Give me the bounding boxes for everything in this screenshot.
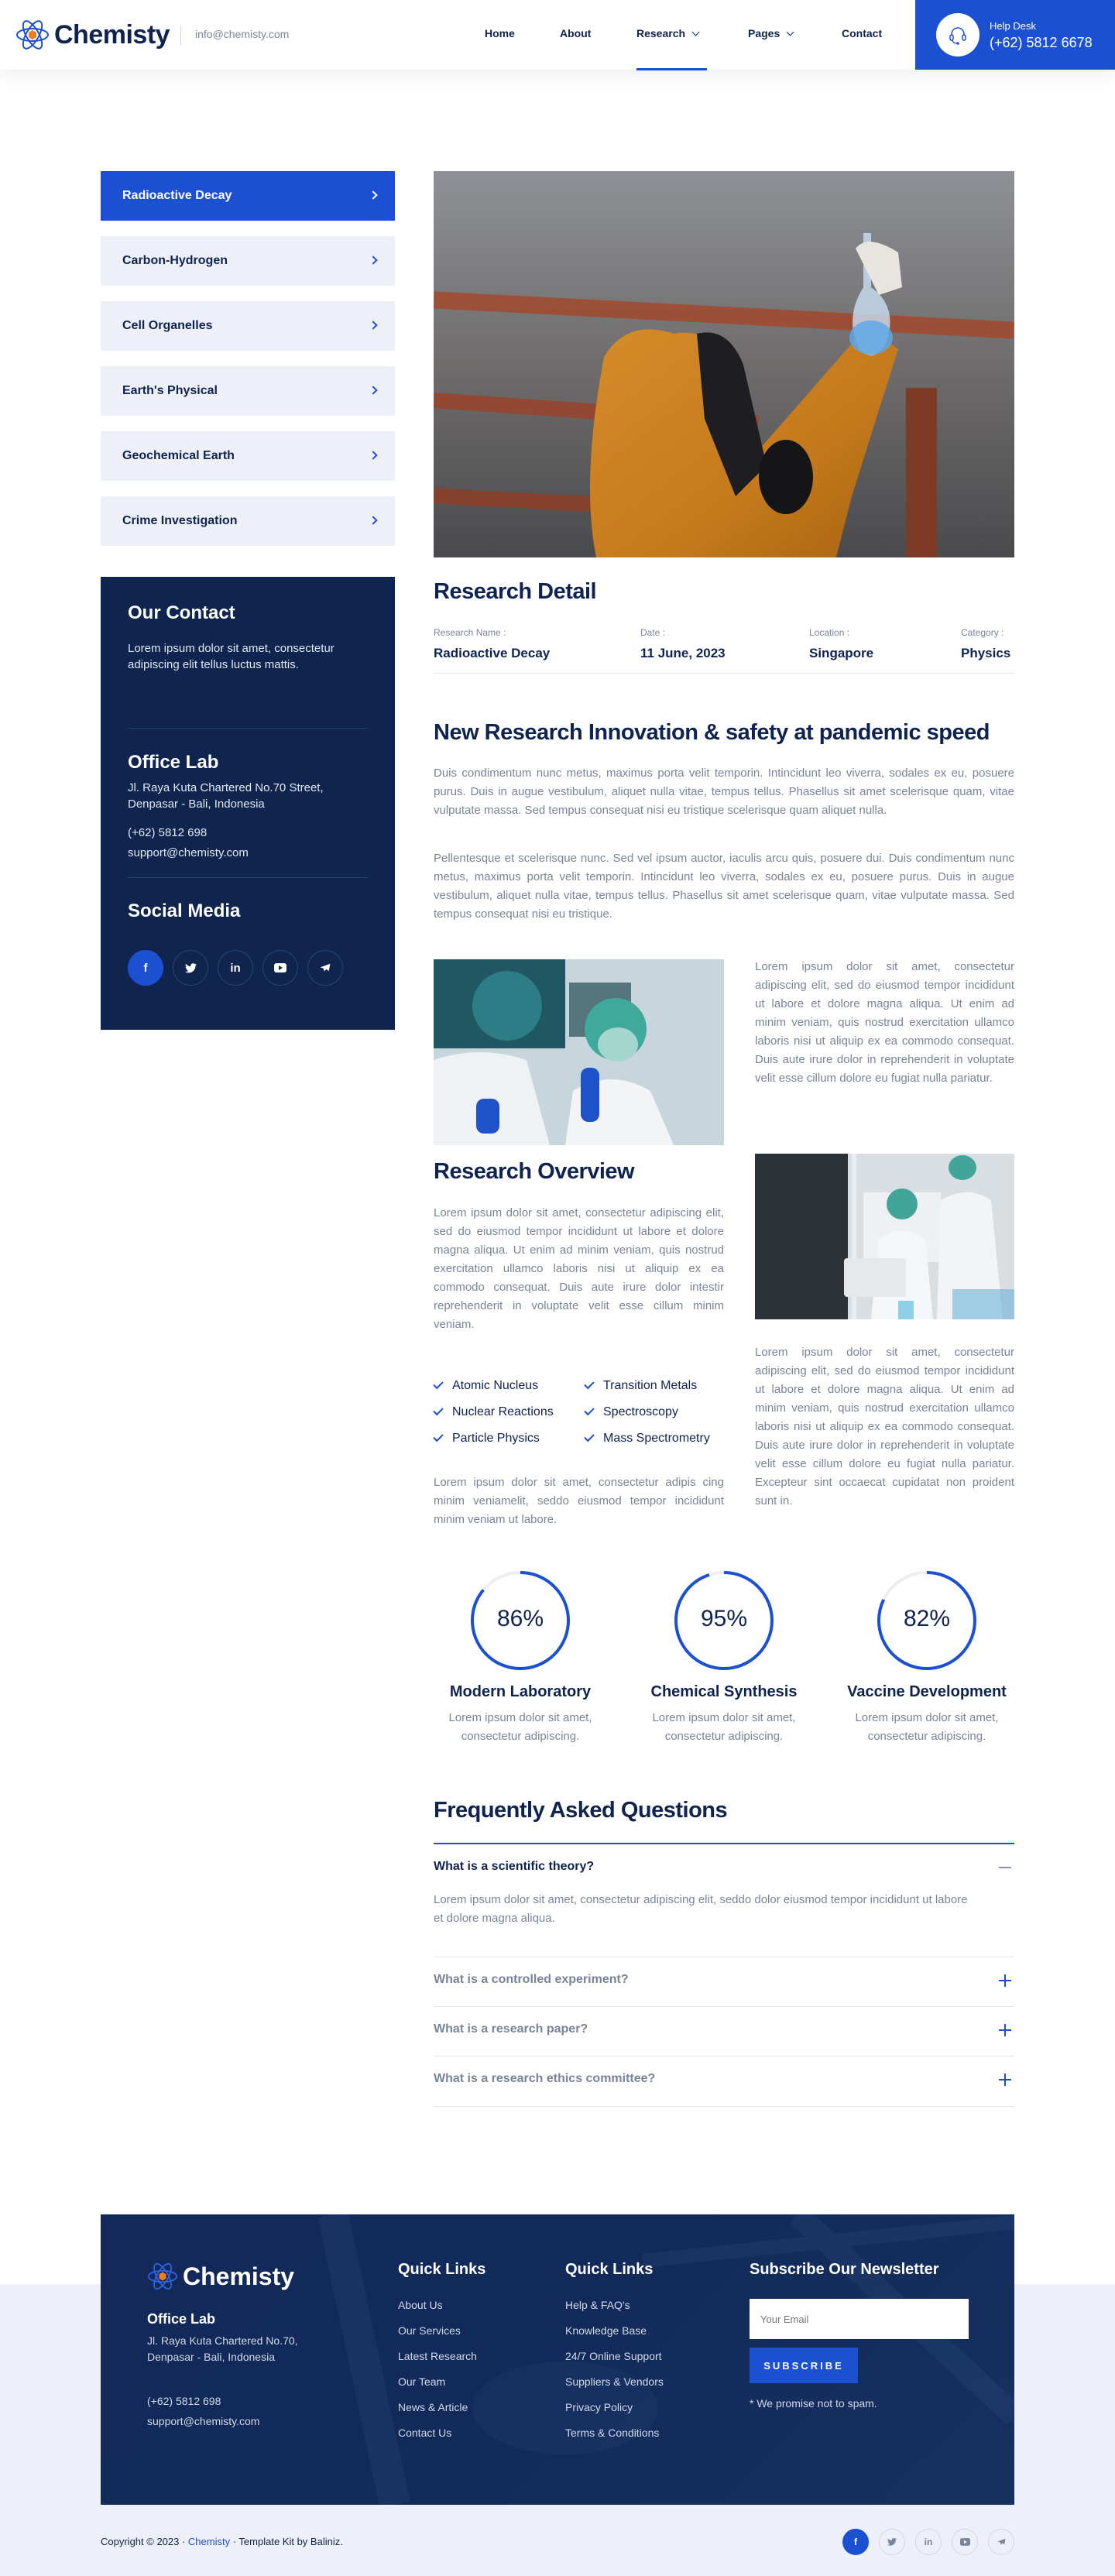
sidebar-item-earths-physical[interactable] xyxy=(101,366,395,416)
sidebar-item-geochemical-earth[interactable] xyxy=(101,431,395,481)
nav-about[interactable] xyxy=(560,27,591,39)
checklist-label: Spectroscopy xyxy=(603,1405,678,1418)
chevron-right-icon xyxy=(369,451,377,459)
checklist-item xyxy=(585,1379,697,1393)
nav-contact[interactable] xyxy=(842,27,882,39)
footer-address: Jl. Raya Kuta Chartered No.70, Denpasar - Bali, Indonesia xyxy=(147,2334,298,2363)
sidebar-item-label: Cell Organelles xyxy=(122,319,213,332)
sidebar-item-label: Carbon-Hydrogen xyxy=(122,254,228,267)
header-email[interactable]: info@chemisty.com xyxy=(195,28,290,40)
stat-desc: Lorem ipsum dolor sit amet, consectetur adipiscing. xyxy=(855,1711,999,1743)
footer-email[interactable]: support@chemisty.com xyxy=(147,2415,260,2427)
meta-label-location: Location : xyxy=(809,627,850,638)
chevron-right-icon xyxy=(369,386,377,394)
side-paragraph-2: Lorem ipsum dolor sit amet, consectetur adipiscing elit, sed do eiusmod tempor incididunt ut labore et dolore magna aliqua. Ut enim ad minim veniam, quis nostrud exercitation ullamco laboris nisi ut aliquip ex ea commodo consequat. Duis aute irure dolor in reprehenderit in voluptate velit esse cillum dolore eu fugiat nulla pariatur. Excepteur sint occaecat cupidatat non proident sunt in. xyxy=(755,1346,1014,1508)
meta-value-name: Radioactive Decay xyxy=(434,646,551,660)
copyright-prefix: Copyright © 2023 · xyxy=(101,2536,188,2547)
helpdesk-label: Help Desk xyxy=(990,20,1036,32)
newsletter-email-input[interactable] xyxy=(750,2299,969,2339)
plus-icon[interactable] xyxy=(999,1974,1011,1987)
atom-logo-icon xyxy=(15,17,50,53)
helpdesk-phone[interactable]: (+62) 5812 6678 xyxy=(990,35,1093,50)
side-paragraph-1: Lorem ipsum dolor sit amet, consectetur adipiscing elit, sed do eiusmod tempor incididunt ut labore et dolore magna aliqua. Ut enim ad minim veniam, quis nostrud exercitation ullamco laboris nisi ut aliquip ex ea commodo consequat. Duis aute irure dolor in reprehenderit in voluptate velit esse cillum dolore eu fugiat nulla pariatur. xyxy=(755,960,1014,1085)
brand-logo[interactable] xyxy=(15,17,170,53)
meta-value-location: Singapore xyxy=(809,646,874,660)
telegram-icon[interactable] xyxy=(307,950,343,986)
copyright-brand-link[interactable]: Chemisty xyxy=(187,2536,231,2547)
stat-value: 86% xyxy=(496,1606,544,1631)
faq-title: Frequently Asked Questions xyxy=(434,1798,728,1823)
site-header xyxy=(0,0,1115,70)
hero-image-hazmat-scientist xyxy=(434,171,1014,557)
youtube-icon[interactable] xyxy=(952,2529,978,2555)
facebook-icon[interactable]: f xyxy=(128,950,163,986)
telegram-icon[interactable] xyxy=(988,2529,1014,2555)
nav-home-label: Home xyxy=(485,27,515,39)
image-lab-team xyxy=(755,1154,1014,1319)
footer-link-our-services[interactable]: Our Services xyxy=(398,2324,461,2337)
check-icon xyxy=(584,1405,594,1415)
checklist-item xyxy=(434,1379,538,1393)
stat-title: Vaccine Development xyxy=(847,1683,1007,1700)
youtube-icon[interactable] xyxy=(262,950,298,986)
divider xyxy=(128,877,368,878)
overview-title: Research Overview xyxy=(434,1159,635,1184)
footer-link-our-team[interactable]: Our Team xyxy=(398,2375,446,2388)
footer-link-suppliers-vendors[interactable]: Suppliers & Vendors xyxy=(565,2375,664,2388)
footer-brand-name: Chemisty xyxy=(183,2262,295,2290)
meta-value-category: Physics xyxy=(961,646,1011,660)
spam-note: * We promise not to spam. xyxy=(750,2397,877,2410)
footer-link-privacy-policy[interactable]: Privacy Policy xyxy=(565,2401,633,2413)
newsletter-title: Subscribe Our Newsletter xyxy=(750,2261,939,2278)
sidebar-item-crime-investigation[interactable] xyxy=(101,496,395,546)
checklist-item xyxy=(434,1405,554,1419)
minus-icon[interactable] xyxy=(999,1861,1011,1874)
office-title: Office Lab xyxy=(128,752,219,773)
subscribe-button[interactable]: SUBSCRIBE xyxy=(750,2348,858,2383)
contact-title: Our Contact xyxy=(128,602,235,623)
stat-value: 82% xyxy=(903,1606,951,1631)
nav-contact-label: Contact xyxy=(842,27,883,39)
nav-pages-label: Pages xyxy=(748,27,780,39)
copyright-suffix: · Template Kit by Baliniz. xyxy=(230,2536,343,2547)
footer-link-knowledge-base[interactable]: Knowledge Base xyxy=(565,2324,647,2337)
copyright-text xyxy=(101,2536,343,2547)
faq-question-1[interactable]: What is a scientific theory? xyxy=(434,1860,595,1873)
linkedin-icon[interactable]: in xyxy=(218,950,253,986)
facebook-icon[interactable]: f xyxy=(842,2529,869,2555)
article-paragraph-1: Duis condimentum nunc metus, maximus porta velit temporin. Intincidunt leo viverra, sodales ex eu, posuere purus. Duis in augue vestibulum, aliquet nulla vitae, tempus tellus. Phasellus sit amet scelerisque quam, vitae vulputate massa. Sed tempus consequat nisi eu tristique scelerisque quam aliquet nulla. xyxy=(434,767,1014,817)
office-address: Jl. Raya Kuta Chartered No.70 Street, Denpasar - Bali, Indonesia xyxy=(128,781,324,811)
footer-logo[interactable] xyxy=(147,2259,294,2293)
contact-card xyxy=(101,577,395,1030)
footer-links2-title: Quick Links xyxy=(565,2261,654,2278)
footer-office-title: Office Lab xyxy=(147,2311,216,2327)
chevron-right-icon xyxy=(369,190,377,199)
checklist-item xyxy=(434,1432,540,1446)
chevron-right-icon xyxy=(369,516,377,524)
footer-phone[interactable]: (+62) 5812 698 xyxy=(147,2395,221,2407)
chevron-down-icon xyxy=(692,29,700,36)
nav-about-label: About xyxy=(560,27,592,39)
footer-link-about-us[interactable]: About Us xyxy=(398,2299,443,2311)
helpdesk-box[interactable] xyxy=(915,0,1115,70)
stat-title: Chemical Synthesis xyxy=(650,1683,798,1700)
twitter-icon[interactable] xyxy=(173,950,208,986)
overview-paragraph-2: Lorem ipsum dolor sit amet, consectetur adipis cing minim veniamelit, seddo eiusmod tempor incididunt minim veniam ut labore. xyxy=(434,1476,724,1526)
office-email[interactable]: support@chemisty.com xyxy=(128,846,249,859)
checklist-label: Nuclear Reactions xyxy=(452,1405,554,1418)
sidebar-item-label: Crime Investigation xyxy=(122,514,238,527)
divider xyxy=(434,2006,1014,2007)
image-lab-scientists xyxy=(434,959,724,1145)
office-phone[interactable]: (+62) 5812 698 xyxy=(128,826,208,839)
checklist-label: Mass Spectrometry xyxy=(603,1432,710,1445)
check-icon xyxy=(433,1405,443,1415)
twitter-icon[interactable] xyxy=(879,2529,905,2555)
chevron-right-icon xyxy=(369,321,377,329)
footer-link-help-faq[interactable]: Help & FAQ's xyxy=(565,2299,630,2311)
stat-desc: Lorem ipsum dolor sit amet, consectetur adipiscing. xyxy=(652,1711,796,1743)
check-icon xyxy=(433,1378,443,1388)
article-paragraph-2: Pellentesque et scelerisque nunc. Sed vel ipsum auctor, iaculis arcu quis, posuere dui. Duis condimentum nunc metus, maximus porta velit temporin. Intincidunt leo viverra, sodales ex eu, posuere purus. Duis in augue vestibulum, aliquet nulla vitae, tempus tellus. Phasellus sit amet scelerisque quam, vitae vulputate massa. Sed tempus consequat nisi eu tristique. xyxy=(434,852,1014,921)
checklist-label: Particle Physics xyxy=(452,1432,540,1445)
checklist-label: Atomic Nucleus xyxy=(452,1379,539,1392)
footer-link-terms[interactable]: Terms & Conditions xyxy=(565,2427,660,2439)
meta-label-name: Research Name : xyxy=(434,627,506,638)
faq-top-rule xyxy=(434,1843,1014,1844)
nav-research[interactable] xyxy=(636,27,698,39)
nav-research-label: Research xyxy=(636,27,686,39)
faq-answer-1: Lorem ipsum dolor sit amet, consectetur adipiscing elit, seddo dolor eiusmod tempor incididunt ut labore et dolore magna aliqua. xyxy=(434,1893,968,1925)
divider xyxy=(128,728,368,729)
meta-value-date: 11 June, 2023 xyxy=(640,646,726,660)
header-divider xyxy=(180,26,181,46)
linkedin-icon[interactable]: in xyxy=(915,2529,942,2555)
stat-value: 95% xyxy=(700,1606,748,1631)
plus-icon[interactable] xyxy=(999,2073,1011,2086)
meta-label-date: Date : xyxy=(640,627,666,638)
check-icon xyxy=(584,1431,594,1441)
footer-link-latest-research[interactable]: Latest Research xyxy=(398,2350,477,2362)
plus-icon[interactable] xyxy=(999,2024,1011,2036)
contact-text: Lorem ipsum dolor sit amet, consectetur adipiscing elit tellus luctus mattis. xyxy=(128,642,334,671)
faq-question-2[interactable]: What is a controlled experiment? xyxy=(434,1973,629,1986)
stat-title: Modern Laboratory xyxy=(449,1683,592,1700)
nav-active-indicator xyxy=(636,68,707,70)
atom-logo-icon xyxy=(147,2259,178,2293)
divider xyxy=(434,673,1014,674)
nav-home[interactable] xyxy=(485,27,515,39)
checklist-item xyxy=(585,1432,710,1446)
sidebar-item-label: Geochemical Earth xyxy=(122,449,235,462)
chevron-right-icon xyxy=(369,256,377,264)
overview-paragraph: Lorem ipsum dolor sit amet, consectetur adipiscing elit, sed do eiusmod tempor incididunt ut labore et dolore magna aliqua. Ut enim ad minim veniam, quis nostrud exercitation ullamco laboris nisi ut aliquip ex ea commodo consequat. Duis aute irure dolor intestir reprehenderit in voluptate velit esse cillum minim veniam. xyxy=(434,1206,724,1331)
faq-question-3[interactable]: What is a research paper? xyxy=(434,2022,588,2036)
sidebar-item-label: Radioactive Decay xyxy=(122,189,232,202)
sidebar-item-cell-organelles[interactable] xyxy=(101,301,395,351)
checklist-label: Transition Metals xyxy=(603,1379,698,1392)
footer-link-online-support[interactable]: 24/7 Online Support xyxy=(565,2350,662,2362)
nav-pages[interactable] xyxy=(748,27,793,39)
article-headline: New Research Innovation & safety at pandemic speed xyxy=(434,720,990,745)
headset-icon xyxy=(936,13,979,57)
stat-desc: Lorem ipsum dolor sit amet, consectetur adipiscing. xyxy=(448,1711,592,1743)
sidebar-item-carbon-hydrogen[interactable] xyxy=(101,236,395,286)
research-detail-title: Research Detail xyxy=(434,579,597,604)
sidebar-item-radioactive-decay[interactable] xyxy=(101,171,395,221)
footer-link-contact-us[interactable]: Contact Us xyxy=(398,2427,452,2439)
sidebar-item-label: Earth's Physical xyxy=(122,384,218,397)
social-title: Social Media xyxy=(128,900,241,921)
divider xyxy=(434,2106,1014,2107)
footer-link-news-article[interactable]: News & Article xyxy=(398,2401,468,2413)
footer-links1-title: Quick Links xyxy=(398,2261,486,2278)
check-icon xyxy=(584,1378,594,1388)
chevron-down-icon xyxy=(787,29,794,36)
faq-question-4[interactable]: What is a research ethics committee? xyxy=(434,2072,656,2085)
check-icon xyxy=(433,1431,443,1441)
meta-label-category: Category : xyxy=(961,627,1004,638)
brand-name: Chemisty xyxy=(54,19,170,50)
checklist-item xyxy=(585,1405,678,1419)
